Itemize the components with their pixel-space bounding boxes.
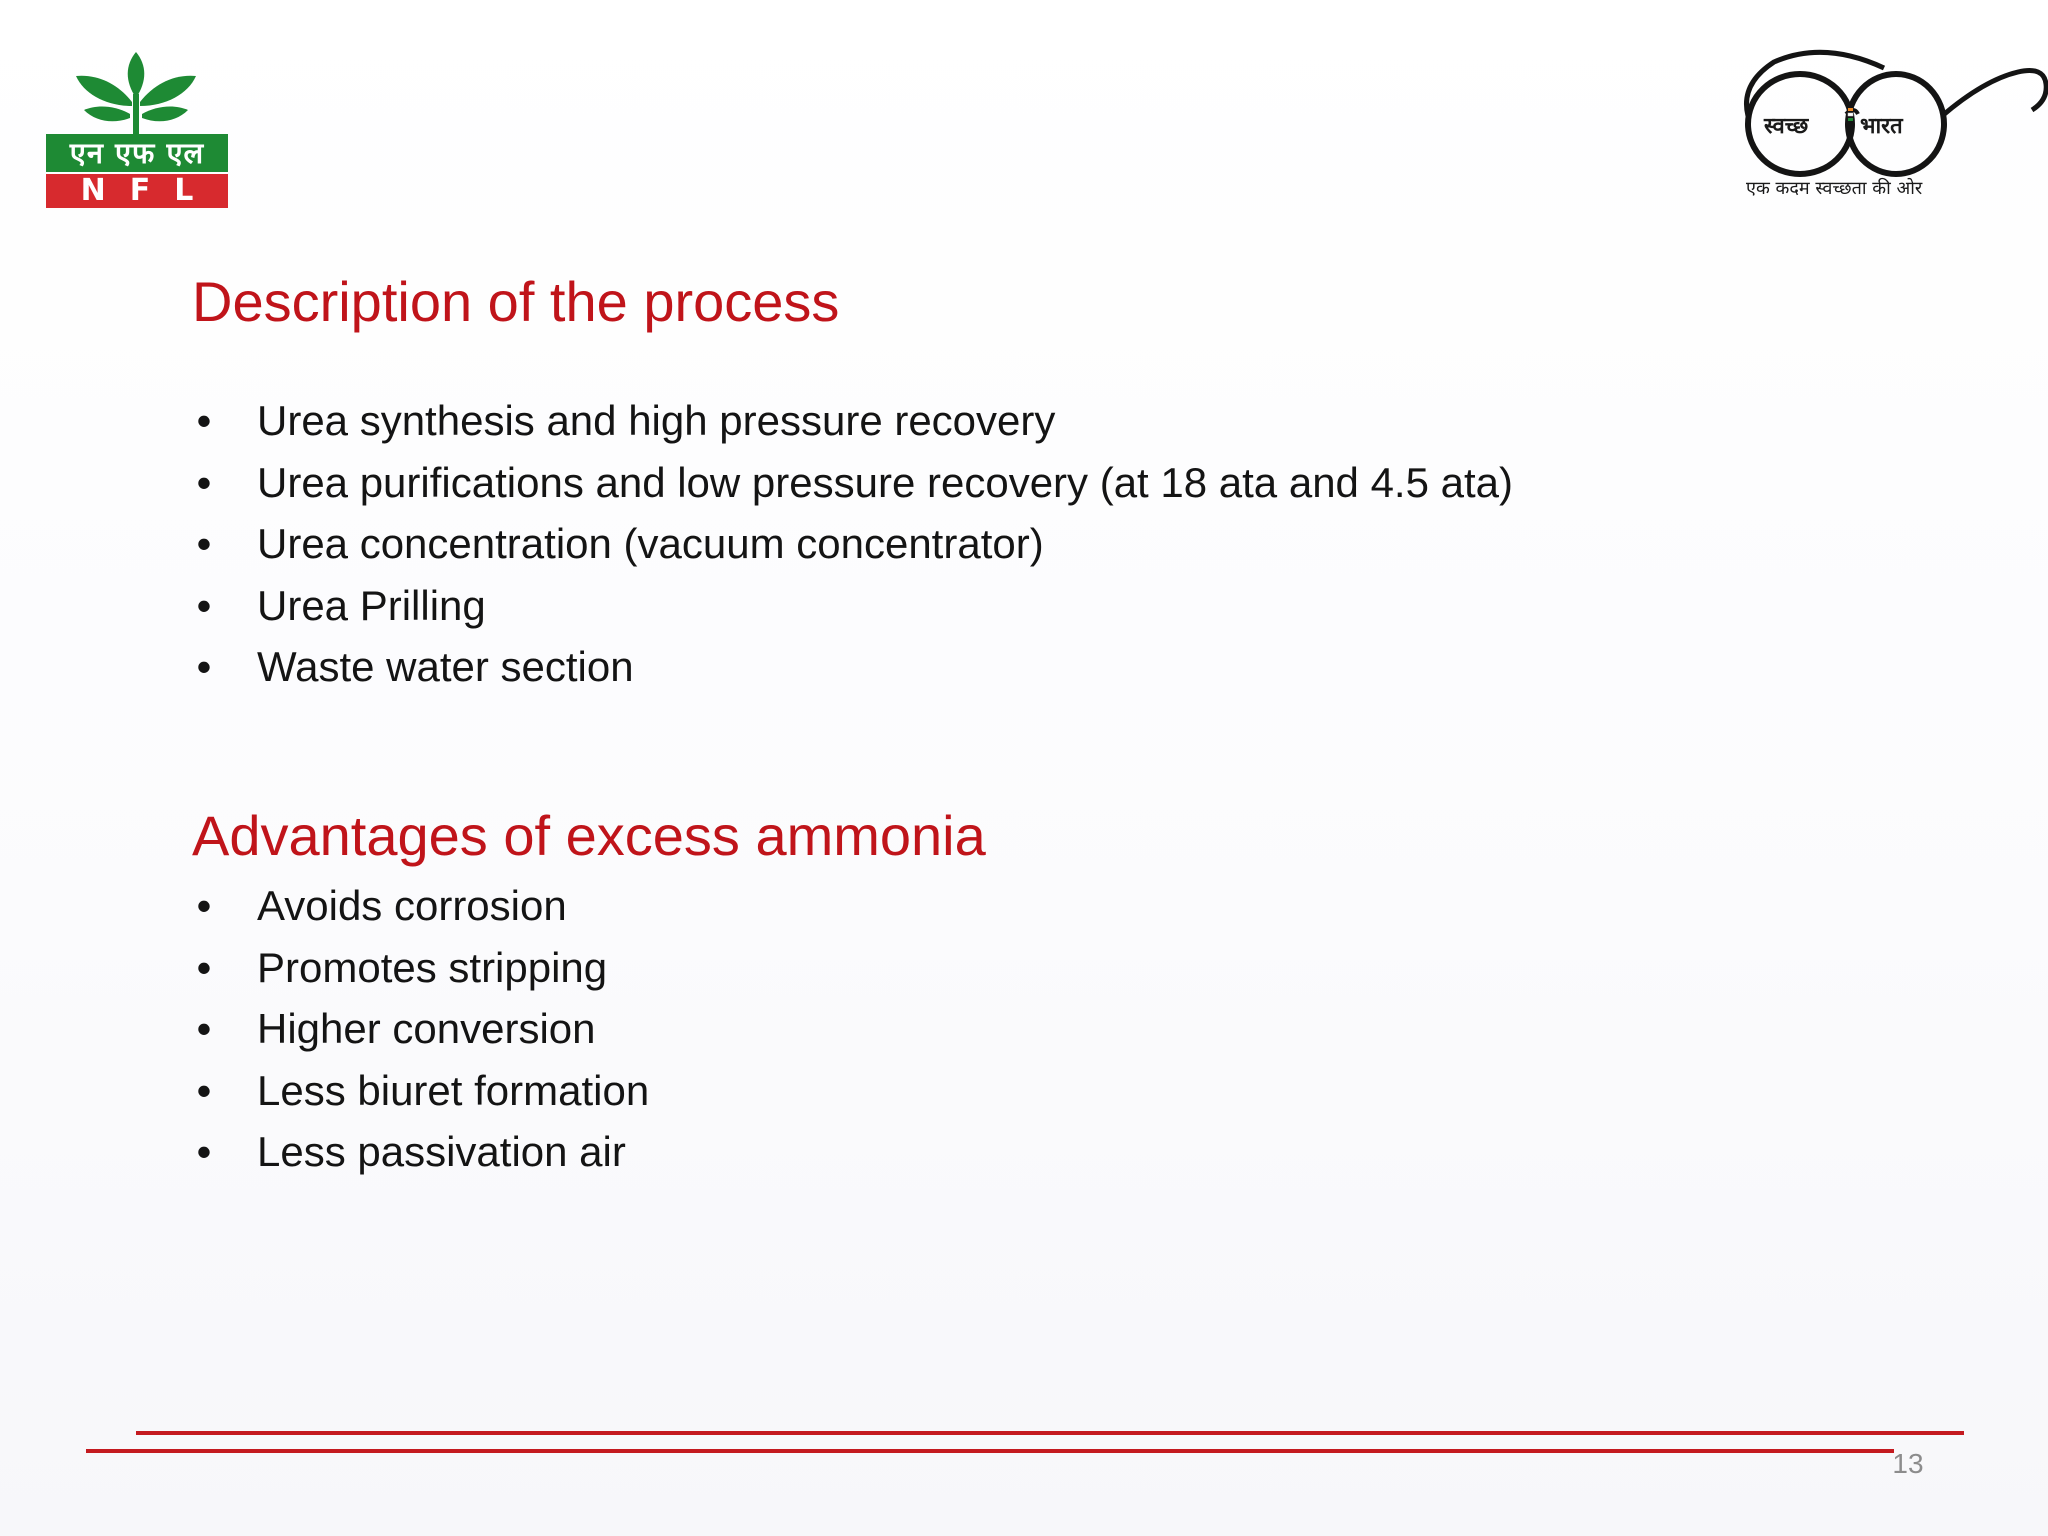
bullet-icon: •	[196, 520, 212, 567]
list-item	[192, 875, 649, 937]
list-item	[192, 636, 1513, 698]
list-item-text: Avoids corrosion	[257, 882, 567, 929]
bharat-word: भारत	[1860, 113, 1903, 139]
list-item	[192, 513, 1513, 575]
list-item-text: Higher conversion	[257, 1005, 596, 1052]
nfl-logo	[46, 50, 228, 208]
footer-rule-top	[136, 1431, 1964, 1435]
list-item	[192, 1060, 649, 1122]
list-item	[192, 575, 1513, 637]
advantages-bullet-list	[192, 875, 649, 1183]
bullet-icon: •	[196, 581, 212, 629]
list-item	[192, 452, 1513, 514]
nfl-logo-latin-text: NFL	[46, 174, 228, 208]
section-heading-advantages: Advantages of excess ammonia	[192, 804, 986, 867]
bullet-icon: •	[196, 882, 212, 929]
list-item-text: Less biuret formation	[257, 1066, 650, 1114]
list-item	[192, 1121, 649, 1183]
bullet-icon: •	[196, 1005, 212, 1052]
bullet-icon: •	[196, 1066, 212, 1114]
list-item-text: Urea concentration (vacuum concentrator)	[257, 520, 1044, 567]
bullet-icon: •	[196, 1128, 212, 1175]
section-heading-process: Description of the process	[192, 270, 840, 333]
list-item	[192, 390, 1513, 452]
page-number: 13	[1892, 1448, 1924, 1479]
bullet-icon: •	[196, 458, 212, 506]
bullet-icon: •	[196, 943, 212, 991]
list-item-text: Urea purifications and low pressure recovery (at 18 ata and 4.5 ata)	[257, 458, 1514, 506]
leaf-icon	[74, 50, 198, 134]
bullet-icon: •	[196, 643, 212, 690]
list-item	[192, 937, 649, 999]
list-item-text: Promotes stripping	[257, 943, 608, 991]
list-item	[192, 998, 649, 1060]
nfl-logo-hindi-text: एन एफ एल	[46, 134, 228, 172]
swachh-word: स्वच्छ	[1764, 113, 1809, 139]
list-item-text: Waste water section	[257, 643, 634, 690]
list-item-text: Urea synthesis and high pressure recovery	[257, 397, 1056, 444]
swachh-bharat-logo	[1734, 44, 2048, 214]
swachh-bharat-tagline: एक कदम स्वच्छता की ओर	[1746, 178, 1923, 199]
list-item-text: Less passivation air	[257, 1128, 626, 1175]
list-item-text: Urea Prilling	[257, 581, 486, 629]
footer-rule-bottom	[86, 1449, 1894, 1453]
bullet-icon: •	[196, 397, 212, 444]
process-bullet-list	[192, 390, 1513, 698]
